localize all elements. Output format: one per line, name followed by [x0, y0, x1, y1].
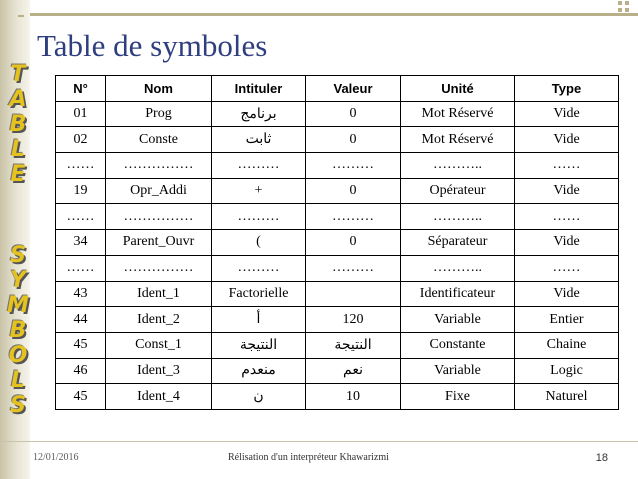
- side-letter: L: [10, 137, 26, 162]
- table-cell: Logic: [515, 358, 619, 384]
- table-cell: ……: [515, 255, 619, 281]
- table-cell: Opr_Addi: [106, 178, 212, 204]
- table-cell: ………..: [401, 153, 515, 179]
- table-cell: ……: [56, 204, 106, 230]
- page-number: 18: [595, 452, 608, 464]
- table-cell: ن: [212, 384, 306, 410]
- table-cell: Variable: [401, 307, 515, 333]
- top-rule: [30, 13, 638, 16]
- table-cell: ………: [212, 204, 306, 230]
- side-letter: L: [10, 368, 26, 393]
- table-cell: Identificateur: [401, 281, 515, 307]
- vertical-word-table: [6, 62, 30, 187]
- footer-date: 12/01/2016: [33, 452, 79, 463]
- table-row: [56, 153, 619, 179]
- table-cell: ………: [306, 255, 401, 281]
- table-cell: Prog: [106, 101, 212, 127]
- side-letter: T: [10, 62, 26, 87]
- table-cell: Entier: [515, 307, 619, 333]
- table-cell: Vide: [515, 127, 619, 153]
- side-letter: B: [9, 112, 27, 137]
- table-cell: Ident_1: [106, 281, 212, 307]
- table-cell: Fixe: [401, 384, 515, 410]
- table-cell: Vide: [515, 281, 619, 307]
- table-row: [56, 255, 619, 281]
- table-cell: Factorielle: [212, 281, 306, 307]
- table-cell: (: [212, 230, 306, 256]
- table-cell: Parent_Ouvr: [106, 230, 212, 256]
- table-cell: ………: [212, 255, 306, 281]
- table-cell: Conste: [106, 127, 212, 153]
- table-cell: Opérateur: [401, 178, 515, 204]
- footer-rule: [0, 441, 638, 442]
- column-header: Type: [515, 76, 619, 102]
- table-cell: 19: [56, 178, 106, 204]
- table-cell: 45: [56, 384, 106, 410]
- column-header: Valeur: [306, 76, 401, 102]
- table-row: [56, 101, 619, 127]
- table-row: [56, 178, 619, 204]
- table-cell: 0: [306, 178, 401, 204]
- vertical-word-symbols: [6, 243, 30, 418]
- table-cell: Ident_3: [106, 358, 212, 384]
- table-cell: Vide: [515, 101, 619, 127]
- table-row: [56, 230, 619, 256]
- table-cell: أ: [212, 307, 306, 333]
- corner-dots-decor: [618, 1, 632, 21]
- side-letter: S: [10, 393, 26, 418]
- table-cell: Mot Réservé: [401, 127, 515, 153]
- table-cell: Chaine: [515, 332, 619, 358]
- table-cell: ………..: [401, 204, 515, 230]
- table-cell: 44: [56, 307, 106, 333]
- table-cell: 0: [306, 230, 401, 256]
- side-letter: A: [9, 87, 27, 112]
- table-cell: منعدم: [212, 358, 306, 384]
- table-row: [56, 307, 619, 333]
- table-row: [56, 332, 619, 358]
- table-cell: +: [212, 178, 306, 204]
- table-row: [56, 204, 619, 230]
- table-row: [56, 358, 619, 384]
- table-cell: ………..: [401, 255, 515, 281]
- table-header-row: [56, 76, 619, 102]
- table-cell: Vide: [515, 230, 619, 256]
- table-body: [56, 101, 619, 409]
- table-cell: 34: [56, 230, 106, 256]
- table-cell: برنامج: [212, 101, 306, 127]
- side-letter: O: [8, 343, 28, 368]
- table-cell: Ident_2: [106, 307, 212, 333]
- table-cell: 02: [56, 127, 106, 153]
- table-cell: 0: [306, 101, 401, 127]
- top-rule-left-mark: [18, 15, 24, 17]
- column-header: N°: [56, 76, 106, 102]
- table-cell: 46: [56, 358, 106, 384]
- side-letter: E: [10, 162, 26, 187]
- table-row: [56, 281, 619, 307]
- table-cell: 120: [306, 307, 401, 333]
- side-letter: B: [9, 318, 27, 343]
- table-cell: ………: [306, 153, 401, 179]
- table-cell: Variable: [401, 358, 515, 384]
- table-cell: Ident_4: [106, 384, 212, 410]
- table-cell: 45: [56, 332, 106, 358]
- table-cell: ……………: [106, 204, 212, 230]
- table-cell: ……: [515, 153, 619, 179]
- table-cell: ………: [212, 153, 306, 179]
- table-cell: Constante: [401, 332, 515, 358]
- side-letter: Y: [10, 268, 26, 293]
- column-header: Intituler: [212, 76, 306, 102]
- table-cell: ………: [306, 204, 401, 230]
- table-row: [56, 384, 619, 410]
- table-cell: [306, 281, 401, 307]
- table-cell: النتيجة: [306, 332, 401, 358]
- table-cell: ……………: [106, 255, 212, 281]
- table-cell: النتيجة: [212, 332, 306, 358]
- symbol-table: [55, 75, 619, 410]
- table-cell: ……: [56, 255, 106, 281]
- table-cell: 10: [306, 384, 401, 410]
- side-letter: M: [7, 293, 29, 318]
- table-cell: 0: [306, 127, 401, 153]
- table-cell: نعم: [306, 358, 401, 384]
- side-letter: S: [10, 243, 26, 268]
- table-cell: 43: [56, 281, 106, 307]
- table-cell: 01: [56, 101, 106, 127]
- footer-title: Rélisation d'un interpréteur Khawarizmi: [228, 452, 389, 463]
- column-header: Nom: [106, 76, 212, 102]
- table-cell: ثابت: [212, 127, 306, 153]
- table-cell: ……: [515, 204, 619, 230]
- slide-title: Table de symboles: [37, 28, 268, 63]
- column-header: Unité: [401, 76, 515, 102]
- table-cell: Naturel: [515, 384, 619, 410]
- table-cell: Vide: [515, 178, 619, 204]
- table-row: [56, 127, 619, 153]
- table-cell: Mot Réservé: [401, 101, 515, 127]
- table-cell: Séparateur: [401, 230, 515, 256]
- table-cell: ……………: [106, 153, 212, 179]
- table-cell: ……: [56, 153, 106, 179]
- table-cell: Const_1: [106, 332, 212, 358]
